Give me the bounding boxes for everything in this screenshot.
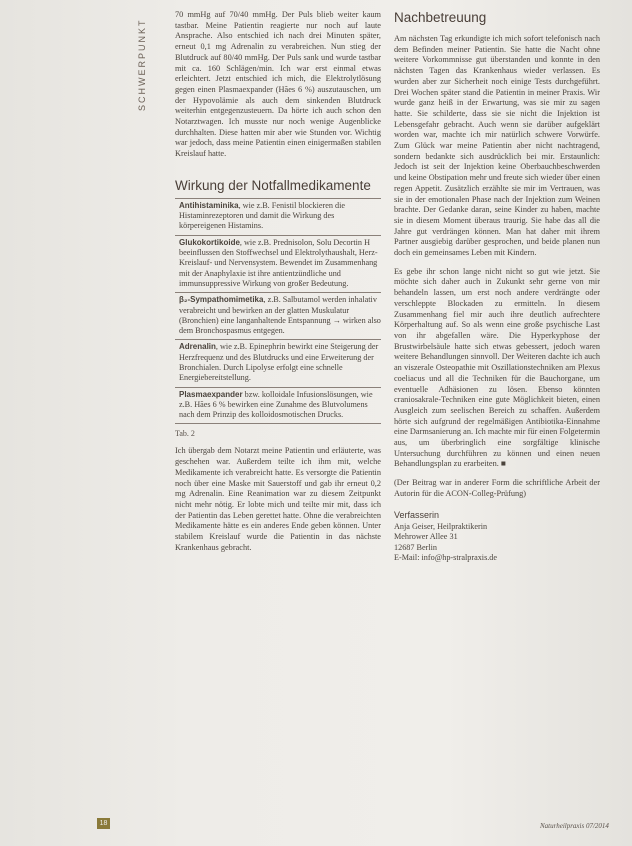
section-heading-medication: Wirkung der Notfallmedikamente — [175, 177, 371, 193]
table-row — [175, 199, 381, 236]
author-heading: Verfasserin — [394, 509, 440, 520]
right-column — [394, 10, 600, 564]
table-text: , wie z.B. Epinephrin bewirkt eine Steigerung der Herzfrequenz und des Blutdrucks und eine Erweiterung der Bronchialen. Durch Lipolyse erfolgt eine schnelle Energiebereitstellung. — [179, 342, 379, 383]
table-text: , z.B. Salbutamol werden inhalativ verabreicht und bewirken an der glatten Muskulatur (Bronchien) eine langanhaltende Entspannung → wirken also dem Bronchospasmus entgegen. — [179, 295, 381, 336]
table-row — [175, 236, 381, 293]
table-row — [175, 388, 381, 425]
intro-paragraph: 70 mmHg auf 70/40 mmHg. Der Puls blieb weiter kaum tastbar. Meine Patientin reagierte nur noch auf laute Ansprache. Also entschied ich nach drei Minuten später, erneut 0,1 mg Adrenalin zu verabreichen. Nun stieg der Blutdruck auf 80/40 mmHg. Der Puls sank und wurde tastbar mit ca. 160 Schlägen/min. Ich war erst einmal etwas erleichtert. Jetzt entschied ich mich, die Elektrolytlösung gegen einen Plasmaexpander (Hães 6 %) auszutauschen, um der Hypovolämie als auch dem sinkenden Blutdruck weiterhin entgegenzusteuern. Da hörte ich auch schon den Notarztwagen. Ich musste nur noch wenige Augenblicke durchhalten. Diese hatten mir aber wie Stunden vor. Wichtig war jedoch, dass meine Patientin einen einigermaßen stabilen Kreislauf hatte. — [175, 10, 381, 159]
aftercare-paragraph-1: Am nächsten Tag erkundigte ich mich sofort telefonisch nach dem Befinden meiner Patientin. Sie hatte die Nacht ohne weitere Vorkommnisse gut überstanden und konnte in den nächsten Tagen das Krankenhaus wieder verlassen. Es wurden aber zur Sicherheit noch einige Tests durchgeführt. Drei Wochen später stand die Patientin in meiner Praxis. Wir wurde ganz heiß in der Erwartung, was sie mir zu sagen hatte. Sie schilderte, dass sie sie nicht die Injektion ist Lebensgefahr gebracht. Auch wenn sie darüber aufgeklärt worden war, machte ich mir natürlich schwere Vorwürfe. Zum Glück war meine Patientin aber nicht nachtragend, sondern bedankte sich ausdrücklich bei mir. Erstaunlich: Jedoch ist seit der Injektion keine Oberbauchbeschwerden und keine Obstipation mehr und freute sich wieder über einen regen Appetit. Zusätzlich erzählte sie mir im Vertrauen, was sie in der emotionalen Phase nach der Injektion zum Weinen brachte. Der Gedanke daran, seine Kinder zu haben, machte sie in diesem Moment überaus traurig. Sie habe das all die Jahre gut verdrängen können. Man hat daher mit ihrem Partner ausgiebig darüber gesprochen, und beide planen nun doch ein gemeinsames Leben mit Kindern. — [394, 34, 600, 258]
table-text: , wie z.B. Prednisolon, Solu Decortin H beeinflussen den Stoffwechsel und Elektrolythaushalt, Herz-Kreislauf- und Nervensystem. Bewendet im Zusammenhang mit der Anaphylaxie ist ihre antientzündliche und immunsuppressive Wirkung von großer Bedeutung. — [179, 237, 378, 288]
table-text: , wie z.B. Fenistil blockieren die Histaminrezeptoren und damit die Wirkung des körpereigenen Histamins. — [179, 200, 345, 231]
table-term: Antihistaminika — [179, 200, 239, 210]
table-row — [175, 293, 381, 340]
medication-table — [175, 198, 381, 425]
table-term: Plasmaexpander — [179, 389, 243, 399]
author-name: Anja Geiser, Heilpraktikerin — [394, 521, 488, 531]
author-street: Mehrower Allee 31 — [394, 532, 458, 542]
left-column — [175, 10, 381, 554]
author-city: 12687 Berlin — [394, 542, 437, 552]
table-term: Glukokortikoide — [179, 237, 240, 247]
table-caption: Tab. 2 — [175, 429, 195, 439]
section-sidebar-label: SCHWERPUNKT — [137, 18, 147, 111]
journal-footer: Naturheilpraxis 07/2014 — [540, 822, 609, 830]
page-number: 18 — [97, 818, 110, 829]
table-term: Adrenalin — [179, 342, 216, 352]
aftercare-paragraph-2: Es gebe ihr schon lange nicht nicht so gut wie jetzt. Sie möchte sich daher auch in Zukunkt sehr gerne von mir behandeln lassen, um erst noch andere verdrängte oder verschleppte Blockaden zu ermitteln. In diesem Zusammenhang fiel mir auch ihre deutlich aufrechtere Körperhaltung auf. So als wenn eine große psychische Last von ihr abgefallen wäre. Die Hyperkyphose der Brustwirbelsäule hatte sich etwas gebessert, jedoch waren weitere Behandlungen sinnvoll. Der Weiteren dachte ich auch an viszerale Osteopathie mit Oszillationstechniken am Plexus coeliacus und all die Techniken für die Bauchorgane, um eventuelle Adhäsionen zu lösen. Ebenso könnten craniosakrale-Techniken eine gute Möglichkeit bieten, einen Ausgleich zum seelischen Bereich zu schaffen. Außerdem hörte sich aufgrund der regelmäßigen Antibiotika-Einnahme eine Darmsanierung an. Ich machte mir für einen Folgetermin aus, um überbringlich eine sorgfältige klinische Untersuchung durchführen zu können und einen neuen Behandlungsplan zu erarbeiten. ■ — [394, 266, 600, 469]
table-text: bzw. kolloidale Infusionslösungen, wie z.B. Hães 6 % bewirken eine Zunahme des Blutvolumens nach dem Prinzip des kolloidosmotischen Drucks. — [179, 389, 373, 420]
author-email: E-Mail: info@hp-stralpraxis.de — [394, 553, 498, 563]
closing-paragraph: Ich übergab dem Notarzt meine Patientin und erläuterte, was geschehen war. Außerdem teilte ich ihm mit, welche Medikamente ich verabreicht hatte. Es versorgte die Patientin noch über eine Maske mit Sauerstoff und gab ihr erneut 0,2 mg Adrenalin. Eine Reanimation war zu diesem Zeitpunkt nicht mehr nötig. Er lobte mich und teilte mir mit, dass ich der Patientin das Leben gerettet hatte. Ohne die verabreichten Medikamente hätte es ein anderes Ende geben können. Unter stabilem Kreislauf wurde die Patientin in das nächste Krankenhaus gebracht. — [175, 446, 381, 552]
article-note: (Der Beitrag war in anderer Form die schriftliche Arbeit der Autorin für die ACON-Colleg-Prüfung) — [394, 478, 600, 498]
table-row — [175, 340, 381, 387]
section-heading-aftercare: Nachbetreuung — [394, 10, 487, 25]
table-term: β₂-Sympathomimetika — [179, 295, 264, 305]
